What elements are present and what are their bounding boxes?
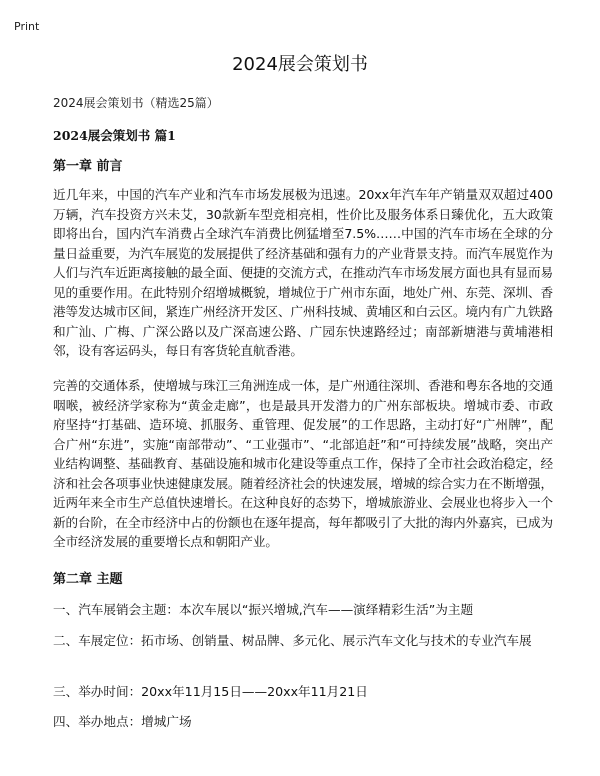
print-label[interactable]: Print (14, 20, 40, 33)
chapter-1-heading: 第一章 前言 (53, 159, 123, 174)
positioning-item: 二、车展定位：拓市场、创销量、树品牌、多元化、展示汽车文化与技术的专业汽车展 (53, 633, 532, 648)
chapter-1-paragraph-1: 近几年来，中国的汽车产业和汽车市场发展极为迅速。20xx年汽车年产销量双双超过400万辆，汽车投资方兴未艾，30款新车型竞相亮相，性价比及服务体系日臻优化，五大政策即将出台，国内汽车消费占全球汽车消费比例猛增至7.5%……中国的汽车市场在全球的分量日益重要，为汽车展览的发展提供了经济基础和强有力的产业背景支持。而汽车展览作为人们与汽车近距离接触的最全面、便捷的交流方式，在推动汽车市场发展方面也具有显而易见的重要作用。在此特别介绍增城概貌，增城位于广州市东面，地处广州、东莞、深圳、香港等发达城市区间，紧连广州经济开发区、广州科技城、黄埔区和白云区。境内有广九铁路和广汕、广梅、广深公路以及广深高速公路、广园东快速路经过；南部新塘港与黄埔港相邻，设有客运码头，每日有客货轮直航香港。 (53, 187, 553, 358)
chapter-2-heading: 第二章 主题 (53, 572, 123, 587)
document-subtitle: 2024展会策划书（精选25篇） (53, 96, 219, 110)
part-heading: 2024展会策划书 篇1 (53, 128, 176, 143)
document-title: 2024展会策划书 (232, 54, 368, 75)
chapter-1-paragraph-2: 完善的交通体系，使增城与珠江三角洲连成一体，是广州通往深圳、香港和粤东各地的交通咽喉，被经济学家称为“黄金走廊”，也是最具开发潜力的广州东部板块。增城市委、市政府坚持“打基础、造环境、抓服务、重管理、促发展”的工作思路，主动打好“广州牌”，配合广州“东进”，实施“南部带动”、“工业强市”、“北部追赶”和“可持续发展”战略，突出产业结构调整、基础教育、基础设施和城市化建设等重点工作，保持了全市社会政治稳定，经济和社会各项事业快速健康发展。随着经济社会的快速发展，增城的综合实力在不断增强，近两年来全市生产总值快速增长。在这种良好的态势下，增城旅游业、会展业也将步入一个新的台阶，在全市经济中占的份额也在逐年提高，每年都吸引了大批的海内外嘉宾，已成为全市经济发展的重要增长点和朝阳产业。 (53, 378, 553, 549)
date-item: 三、举办时间：20xx年11月15日——20xx年11月21日 (53, 684, 368, 699)
venue-item: 四、举办地点：增城广场 (53, 714, 192, 729)
theme-item: 一、汽车展销会主题：本次车展以“振兴增城,汽车——演绎精彩生活”为主题 (53, 602, 474, 617)
